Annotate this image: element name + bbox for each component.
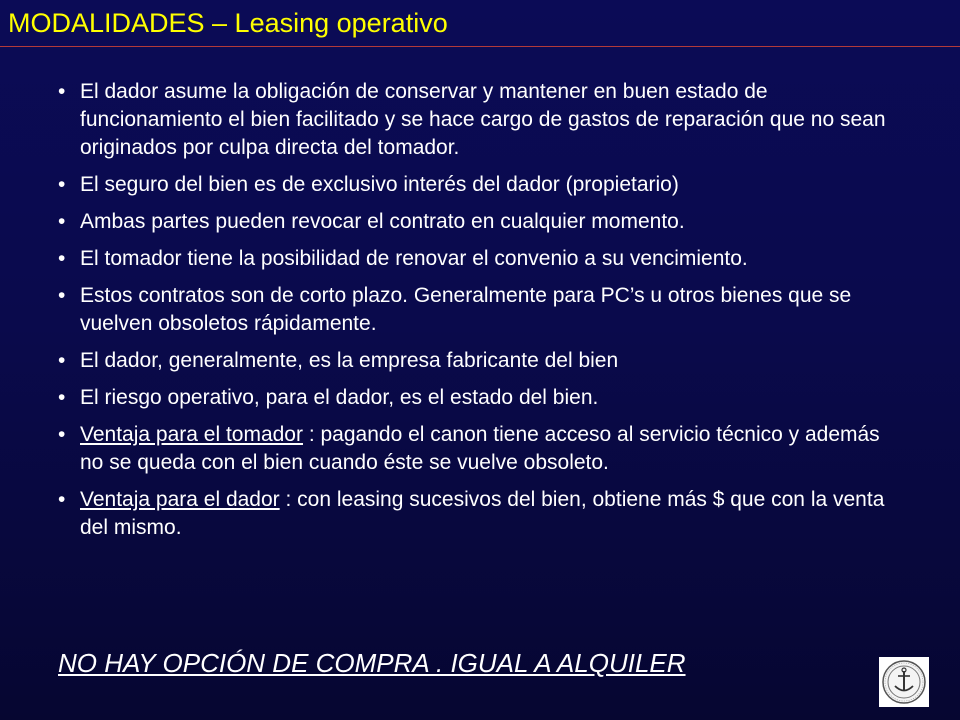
bullet-dot: •	[58, 349, 66, 372]
bullet-dot: •	[58, 80, 66, 103]
bullet-item	[58, 421, 903, 477]
bullet-dot: •	[58, 386, 66, 409]
bullet-item	[58, 78, 903, 162]
bullet-list	[58, 78, 903, 551]
bullet-dot: •	[58, 210, 66, 233]
footer-statement: NO HAY OPCIÓN DE COMPRA . IGUAL A ALQUILER	[58, 648, 686, 678]
bullet-dot: •	[58, 247, 66, 270]
bullet-item	[58, 347, 903, 375]
bullet-text: El riesgo operativo, para el dador, es el estado del bien.	[80, 386, 599, 409]
bullet-item	[58, 171, 903, 199]
bullet-text: El tomador tiene la posibilidad de renovar el convenio a su vencimiento.	[80, 247, 748, 270]
bullet-dot: •	[58, 423, 66, 446]
slide-title: MODALIDADES – Leasing operativo	[8, 8, 448, 38]
bullet-item	[58, 486, 903, 542]
bullet-item	[58, 384, 903, 412]
bullet-text: El seguro del bien es de exclusivo interés del dador (propietario)	[80, 173, 679, 196]
bullet-dot: •	[58, 173, 66, 196]
bullet-text: Ambas partes pueden revocar el contrato en cualquier momento.	[80, 210, 685, 233]
bullet-dot: •	[58, 284, 66, 307]
bullet-lead-dador: Ventaja para el dador	[80, 488, 280, 511]
bullet-text: Estos contratos son de corto plazo. Generalmente para PC’s u otros bienes que se vuelven obsoletos rápidamente.	[80, 284, 852, 335]
bullet-item	[58, 282, 903, 338]
bullet-dot: •	[58, 488, 66, 511]
bullet-item	[58, 245, 903, 273]
institution-seal-icon	[879, 657, 929, 707]
bullet-text: El dador, generalmente, es la empresa fabricante del bien	[80, 349, 619, 372]
title-divider	[0, 46, 960, 47]
bullet-text: El dador asume la obligación de conservar y mantener en buen estado de funcionamiento el bien facilitado y se hace cargo de gastos de reparación que no sean originados por culpa directa del tomador.	[80, 80, 886, 159]
bullet-text: : pagando el canon tiene acceso al servicio técnico y además no se queda con el bien cuando éste se vuelve obsoleto.	[80, 423, 880, 474]
bullet-lead-tomador: Ventaja para el tomador	[80, 423, 303, 446]
bullet-item	[58, 208, 903, 236]
bullet-text: : con leasing sucesivos del bien, obtiene más $ que con la venta del mismo.	[80, 488, 885, 539]
